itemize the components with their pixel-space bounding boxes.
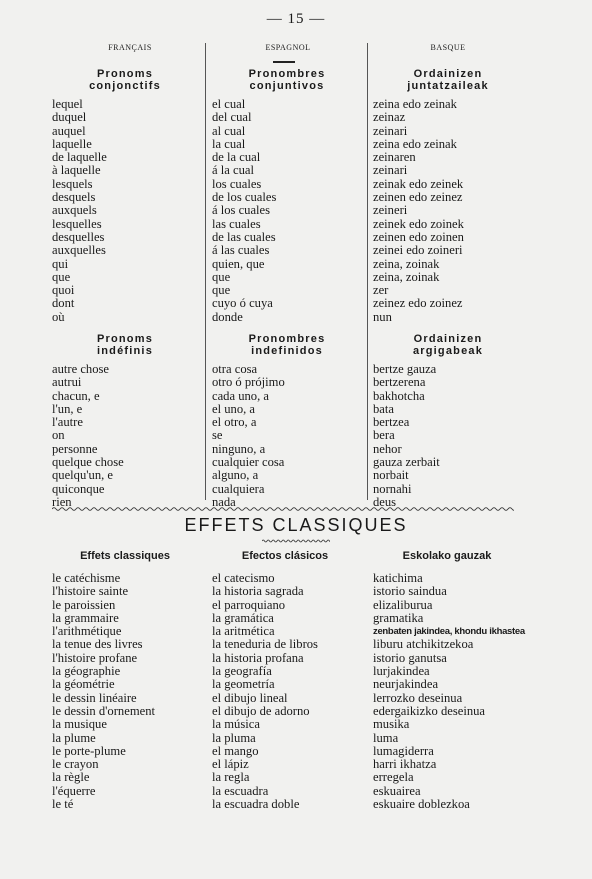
list-item: bertze gauza — [373, 362, 437, 376]
list-item: le crayon — [52, 757, 99, 772]
section3-french-title: Effets classiques — [80, 550, 170, 562]
list-item: lumagiderra — [373, 743, 434, 758]
list-item: el catecismo — [212, 571, 275, 585]
list-item: la tenue des livres — [52, 637, 143, 652]
list-item: zeinei edo zoineri — [373, 243, 463, 258]
list-item: la escuadra — [212, 783, 269, 798]
list-item: neurjakindea — [373, 677, 439, 692]
list-item: que — [212, 283, 231, 298]
list-item: lesquels — [52, 176, 93, 191]
list-item: personne — [52, 441, 98, 456]
list-item: lurjakindea — [373, 664, 430, 679]
list-item: quoi — [52, 283, 75, 298]
list-item: le paroissien — [52, 597, 116, 612]
list-item: zeinari — [373, 163, 408, 178]
list-item: la cual — [212, 136, 246, 151]
column-divider-right — [367, 43, 368, 500]
list-item: luma — [373, 730, 399, 745]
column-header-basque: BASQUE — [430, 43, 466, 52]
list-item: deus — [373, 494, 397, 509]
list-item: auxquels — [52, 203, 97, 218]
list-item: que — [52, 269, 71, 284]
list-item: de las cuales — [212, 229, 276, 244]
section1-basque-title: Ordainizen juntatzaileak — [407, 68, 489, 92]
section2-basque-title: Ordainizen argigabeak — [412, 333, 484, 357]
list-item: la historia sagrada — [212, 584, 304, 599]
list-item: zeina, zoinak — [373, 256, 440, 271]
list-item: istorio ganutsa — [373, 650, 447, 665]
list-item: nun — [373, 309, 392, 324]
list-item: zeina edo zeinak — [373, 97, 457, 111]
section2-french — [52, 333, 202, 509]
list-item: á los cuales — [212, 203, 271, 218]
list-item: la geometría — [212, 677, 275, 692]
list-item: desquels — [52, 190, 96, 205]
list-item: desquelles — [52, 229, 105, 244]
list-item: zeina edo zeinak — [373, 136, 457, 151]
section2-basque-list — [373, 363, 533, 509]
column-divider-left — [205, 43, 206, 500]
list-item: la plume — [52, 730, 96, 745]
list-item: le dessin linéaire — [52, 690, 137, 705]
list-item: zeinaz — [373, 110, 406, 125]
section1-basque-list — [373, 98, 533, 324]
list-item: l'histoire profane — [52, 650, 138, 665]
list-item: le dessin d'ornement — [52, 703, 155, 718]
list-item: al cual — [212, 123, 246, 138]
list-item: le té — [52, 797, 74, 812]
list-item: chacun, e — [52, 388, 100, 403]
list-item: la gramática — [212, 610, 274, 625]
list-item: bakhotcha — [373, 388, 425, 403]
list-item: erregela — [373, 770, 414, 785]
column-header-french: FRANÇAIS — [108, 43, 152, 52]
list-item: eskuaire doblezkoa — [373, 797, 470, 812]
list-item: nornahi — [373, 481, 412, 496]
list-item: el lápiz — [212, 757, 249, 772]
list-item: el mango — [212, 743, 259, 758]
list-item: la pluma — [212, 730, 256, 745]
list-item: otra cosa — [212, 362, 258, 376]
list-item: zeina, zoinak — [373, 269, 440, 284]
list-item: á la cual — [212, 163, 254, 178]
list-item: lesquelles — [52, 216, 102, 231]
list-item: la regla — [212, 770, 250, 785]
title-ornament — [262, 538, 330, 544]
list-item: zeinaren — [373, 150, 416, 165]
list-item: quien, que — [212, 256, 265, 271]
list-item: la grammaire — [52, 610, 119, 625]
list-item: zer — [373, 283, 389, 298]
list-item: la règle — [52, 770, 90, 785]
list-item: zeinen edo zeinez — [373, 190, 463, 205]
wavy-divider — [52, 505, 514, 513]
list-item: autrui — [52, 375, 82, 390]
section1-french-list — [52, 98, 202, 324]
column-header-spanish: ESPAGNOL — [265, 43, 311, 52]
list-item: lequel — [52, 97, 83, 111]
list-item: zeinek edo zoinek — [373, 216, 464, 231]
list-item: l'histoire sainte — [52, 584, 129, 599]
section2-spanish-title: Pronombres indefinidos — [248, 333, 326, 357]
list-item: zeinen edo zoinen — [373, 229, 464, 244]
list-item: on — [52, 428, 65, 443]
list-item: se — [212, 428, 223, 443]
list-item: dont — [52, 296, 75, 311]
list-item: otro ó prójimo — [212, 375, 285, 390]
list-item: où — [52, 309, 65, 324]
list-item: istorio saindua — [373, 584, 447, 599]
list-item: musika — [373, 717, 410, 732]
list-item: la música — [212, 717, 260, 732]
section2-spanish-list — [212, 363, 362, 509]
section3-basque-list — [373, 572, 533, 811]
list-item: elizaliburua — [373, 597, 433, 612]
list-item: gramatika — [373, 610, 424, 625]
list-item: de los cuales — [212, 190, 277, 205]
list-item: autre chose — [52, 362, 109, 376]
list-item: de laquelle — [52, 150, 107, 165]
list-item: que — [212, 269, 231, 284]
list-item: laquelle — [52, 136, 92, 151]
list-item: quelque chose — [52, 455, 124, 470]
list-item: el dibujo de adorno — [212, 703, 310, 718]
list-item: bera — [373, 428, 395, 443]
list-item: el cual — [212, 97, 246, 111]
list-item: katichima — [373, 571, 423, 585]
section3-spanish-title: Efectos clásicos — [241, 550, 329, 562]
list-item: la teneduria de libros — [212, 637, 318, 652]
section2-french-list — [52, 363, 202, 509]
list-item: las cuales — [212, 216, 261, 231]
list-item: norbait — [373, 468, 409, 483]
section3-main-title: EFFETS CLASSIQUES — [184, 515, 408, 535]
list-item: à laquelle — [52, 163, 101, 178]
section3-french-list — [52, 572, 202, 811]
section3-spanish-list — [212, 572, 362, 811]
list-item: gauza zerbait — [373, 455, 440, 470]
section1-spanish-title: Pronombres conjuntivos — [248, 68, 326, 92]
section2-spanish — [212, 333, 362, 509]
list-item: liburu atchikitzekoa — [373, 637, 474, 652]
section3-basque-title: Eskolako gauzak — [402, 550, 492, 562]
list-item: zeinak edo zeinek — [373, 176, 464, 191]
list-item: la géographie — [52, 664, 121, 679]
list-item: bertzerena — [373, 375, 426, 390]
list-item: auxquelles — [52, 243, 106, 258]
list-item: lerrozko deseinua — [373, 690, 463, 705]
list-item: los cuales — [212, 176, 262, 191]
list-item: l'arithmétique — [52, 624, 122, 639]
list-item: del cual — [212, 110, 252, 125]
section1-spanish-list — [212, 98, 362, 324]
list-item: nehor — [373, 441, 402, 456]
list-item: zenbaten jakindea, khondu ikhastea — [373, 626, 525, 638]
list-item: eskuairea — [373, 783, 421, 798]
list-item: la escuadra doble — [212, 797, 300, 812]
list-item: de la cual — [212, 150, 261, 165]
list-item: le catéchisme — [52, 571, 121, 585]
header-divider — [273, 61, 295, 63]
list-item: donde — [212, 309, 243, 324]
list-item: qui — [52, 256, 69, 271]
section1-french — [52, 68, 202, 324]
list-item: cada uno, a — [212, 388, 269, 403]
list-item: la historia profana — [212, 650, 304, 665]
section2-basque — [373, 333, 533, 509]
list-item: ninguno, a — [212, 441, 266, 456]
list-item: duquel — [52, 110, 87, 125]
list-item: el parroquiano — [212, 597, 286, 612]
list-item: quiconque — [52, 481, 105, 496]
list-item: edergaikizko deseinua — [373, 703, 486, 718]
list-item: l'autre — [52, 415, 83, 430]
list-item: la aritmética — [212, 624, 275, 639]
list-item: cualquiera — [212, 481, 265, 496]
list-item: alguno, a — [212, 468, 259, 483]
page-number: — 15 — — [266, 11, 326, 27]
list-item: á las cuales — [212, 243, 270, 258]
list-item: bata — [373, 401, 394, 416]
list-item: el otro, a — [212, 415, 257, 430]
list-item: cuyo ó cuya — [212, 296, 273, 311]
list-item: el dibujo lineal — [212, 690, 288, 705]
list-item: auquel — [52, 123, 86, 138]
list-item: quelqu'un, e — [52, 468, 114, 483]
section1-spanish — [212, 68, 362, 324]
list-item: cualquier cosa — [212, 455, 285, 470]
list-item: la geografía — [212, 664, 272, 679]
section1-french-title: Pronoms conjonctifs — [89, 68, 161, 92]
list-item: la géométrie — [52, 677, 115, 692]
list-item: nada — [212, 494, 236, 509]
list-item: le porte-plume — [52, 743, 126, 758]
list-item: zeineri — [373, 203, 408, 218]
list-item: l'équerre — [52, 783, 96, 798]
list-item: el uno, a — [212, 401, 256, 416]
list-item: harri ikhatza — [373, 757, 437, 772]
list-item: zeinari — [373, 123, 408, 138]
list-item: bertzea — [373, 415, 410, 430]
list-item: rien — [52, 494, 72, 509]
section2-french-title: Pronoms indéfinis — [96, 333, 154, 357]
list-item: zeinez edo zoinez — [373, 296, 463, 311]
list-item: la musique — [52, 717, 107, 732]
section1-basque — [373, 68, 533, 324]
list-item: l'un, e — [52, 401, 83, 416]
